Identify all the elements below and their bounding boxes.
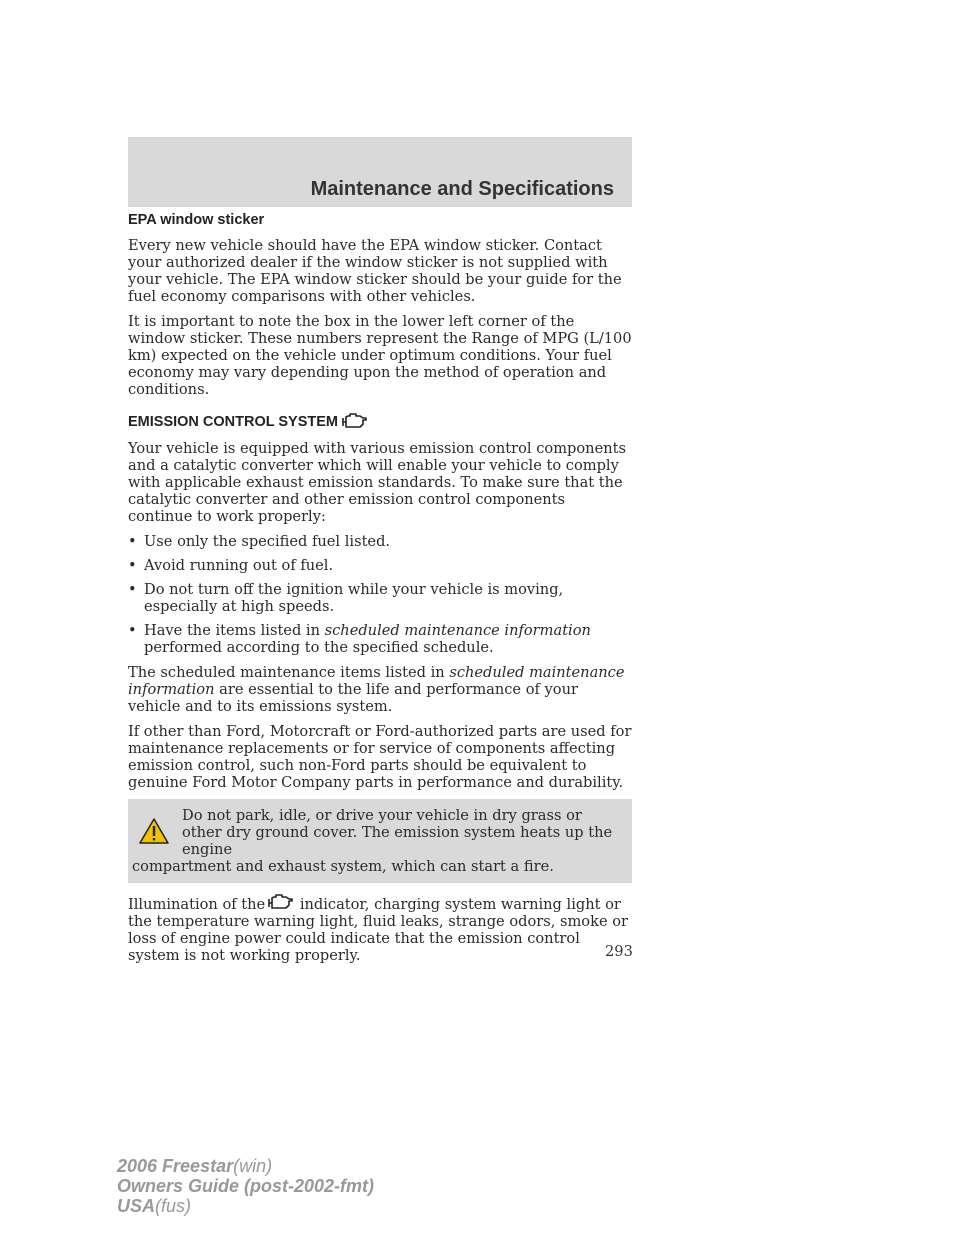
warning-triangle-icon — [138, 817, 170, 845]
epa-paragraph-1: Every new vehicle should have the EPA window sticker. Contact your authorized dealer if the window sticker is not supplied with your vehicle. The EPA window sticker should be your guide for the fuel economy comparisons with other vehicles. — [128, 237, 622, 305]
schedule-reference: scheduled maintenance information — [324, 622, 591, 639]
page-content — [128, 212, 632, 972]
illumination-paragraph: Illumination of the indicator, charging system warning light or the temperature warning light, fluid leaks, strange odors, smoke or loss of engine power could indicate that the emission control system is not working properly. — [128, 893, 632, 964]
warning-text-line-2: compartment and exhaust system, which can start a fire. — [132, 858, 554, 875]
fire-warning-box — [128, 799, 632, 883]
emission-intro: Your vehicle is equipped with various emission control components and a catalytic converter which will enable your vehicle to comply with applicable exhaust emission standards. To make sure that the catalytic converter and other emission control components continue to work properly: — [128, 440, 626, 525]
check-engine-icon — [265, 893, 295, 913]
emission-bullet-list — [128, 533, 632, 656]
epa-heading: EPA window sticker — [128, 212, 265, 228]
document-footer: 2006 Freestar(win) Owners Guide (post-2002-fmt) USA(fus) — [117, 1156, 375, 1216]
check-engine-icon — [340, 412, 368, 432]
list-item: • Use only the specified fuel listed. — [128, 533, 391, 550]
list-item: • Avoid running out of fuel. — [128, 557, 334, 574]
list-item: • Have the items listed in scheduled maintenance information performed according to the specified schedule. — [128, 622, 591, 656]
page-section-title: Maintenance and Specifications — [310, 178, 614, 200]
epa-paragraph-2: It is important to note the box in the lower left corner of the window sticker. These numbers represent the Range of MPG (L/100 km) expected on the vehicle under optimum conditions. Your fuel economy may vary depending upon the method of operation and conditions. — [128, 313, 632, 398]
warning-text-line-1: Do not park, idle, or drive your vehicle in dry grass or other dry ground cover. The emission system heats up the engine — [182, 807, 613, 858]
emission-heading — [128, 412, 632, 432]
scheduled-items-paragraph: The scheduled maintenance items listed in scheduled maintenance information are essential to the life and performance of your vehicle and to its emissions system. — [128, 664, 625, 715]
page-number: 293 — [605, 943, 633, 960]
header-band — [128, 137, 632, 207]
parts-paragraph: If other than Ford, Motorcraft or Ford-authorized parts are used for maintenance replacements or for service of components affecting emission control, such non-Ford parts should be equivalent to genuine Ford Motor Company parts in performance and durability. — [128, 723, 632, 791]
emission-heading-text: EMISSION CONTROL SYSTEM — [128, 413, 339, 430]
list-item: • Do not turn off the ignition while your vehicle is moving, especially at high speeds. — [128, 581, 564, 615]
schedule-reference: scheduled maintenance information — [128, 664, 625, 698]
